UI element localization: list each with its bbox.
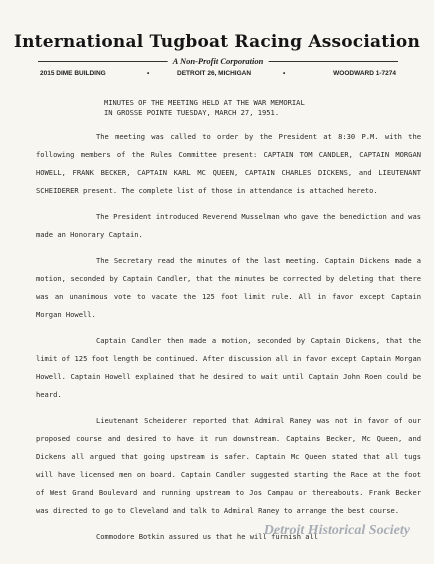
letterhead-title: International Tugboat Racing Association xyxy=(13,32,421,52)
address-city: DETROIT 26, MICHIGAN xyxy=(177,70,252,77)
minutes-paragraph: Lieutenant Scheiderer reported that Admiral Raney was not in favor of our proposed course and desired to have it run downstream. Captains Becker, Mc Queen, and Dickens all argued that going upstream is safer. Captain Mc Queen stated that all tugs will have licensed men on board. Captain Candler suggested starting the Race at the foot of West Grand Boulevard and running upstream to Jos Campau or thereabouts. Frank Becker was directed to go to Cleveland and talk to Admiral Raney to arrange the best course. xyxy=(36,416,421,515)
letterhead-address xyxy=(40,70,396,80)
address-separator: • xyxy=(147,70,150,77)
minutes-heading xyxy=(104,98,421,118)
minutes-paragraph: Commodore Botkin assured us that he will furnish all xyxy=(96,532,319,541)
minutes-paragraph: The President introduced Reverend Musselman who gave the benediction and was made an Honorary Captain. xyxy=(36,212,421,239)
watermark-text: Detroit Historical Society xyxy=(263,523,410,538)
heading-line: MINUTES OF THE MEETING HELD AT THE WAR MEMORIAL xyxy=(104,98,305,107)
address-separator: • xyxy=(283,70,286,77)
heading-line: IN GROSSE POINTE TUESDAY, MARCH 27, 1951. xyxy=(104,108,280,117)
address-building: 2015 DIME BUILDING xyxy=(40,70,106,77)
minutes-body xyxy=(36,98,421,553)
address-phone: WOODWARD 1-7274 xyxy=(333,70,396,77)
minutes-paragraph: The Secretary read the minutes of the last meeting. Captain Dickens made a motion, seconded by Captain Candler, that the minutes be corrected by deleting that there was an unanimous vote to vacate the 125 foot limit rule. All in favor except Captain Morgan Howell. xyxy=(36,256,421,319)
letterhead-rule xyxy=(38,57,398,67)
letterhead-tagline: A Non-Profit Corporation xyxy=(168,56,269,66)
minutes-paragraph: The meeting was called to order by the President at 8:30 P.M. with the following members of the Rules Committee present: CAPTAIN TOM CANDLER, CAPTAIN MORGAN HOWELL, FRANK BECKER, CAPTAIN KARL MC QUEEN, CAPTAIN CHARLES DICKENS, and LIEUTENANT SCHEIDERER present. The complete list of those in attendance is attached hereto. xyxy=(36,132,421,195)
minutes-paragraph: Captain Candler then made a motion, seconded by Captain Dickens, that the limit of 125 foot length be continued. After discussion all in favor except Captain Morgan Howell. Captain Howell explained that he desired to wait until Captain John Roen could be heard. xyxy=(36,336,421,399)
